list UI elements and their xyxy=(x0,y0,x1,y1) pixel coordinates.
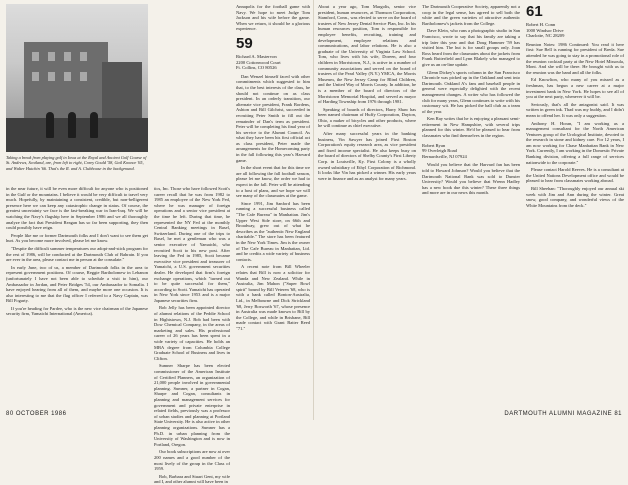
paragraph: Bob, Barbara and Stuart Gent, my wife and I, and other alumni will have been in xyxy=(154,473,230,485)
golfer-figure xyxy=(68,112,76,138)
paragraph: Annapolis for the football game with Navy. We hope to meet Judge Tom Jackson and his wife before the game. When we return, it should be a glorious experience. xyxy=(236,4,310,32)
page-folio-right: DARTMOUTH ALUMNI MAGAZINE 81 xyxy=(504,411,622,417)
photo-caption: Taking a break from playing golf in Iowa at the Royal and Ancient Golf Course of St. Andrews, Scotland, are, from left to right, Corey Gould '58, Gail Koonce '65, and Walter Hutchin '66. That's the R. and A. Clubhouse in the background. xyxy=(6,155,147,171)
text-column-1 xyxy=(6,186,148,408)
paragraph: The Dartmouth Cooperative Society, apparently not a coop in the legal sense, has agreed to sell both the white and the green varieties of attractive authentic Bartholomew's jackets from the College. xyxy=(422,4,520,26)
text-column-3 xyxy=(236,4,310,406)
paragraph: Dave Klein, who runs a photographic studio in San Francisco, wrote to say that his family are taking a trip later this year and that Doug Hammer '59 has visited him. The hut is for small groups only. Joan Ross heard from the classmates about the jackets from Frank Butterfield and Lynn Blakely who managed to give us an on-line update. xyxy=(422,28,520,67)
text-column-6 xyxy=(526,4,624,406)
secretary-name: Robert H. Conn xyxy=(526,22,556,27)
secretary-city: Bernardsville, NJ 07924 xyxy=(422,153,467,159)
secretary-street: 1000 Windsor Drive xyxy=(526,27,564,33)
paragraph: tics, Inc. Those who have followed Scott's career recall that he was from 1982 to 1985 an employee of the New York Fed, where he was manager of foreign operations and a senior vice president at the time he left. During that time, he represented the NY Fed at the monthly Central Banking meetings in Basel, Switzerland. During one of the trips to Basel, he met a gentleman who was a senior executive of Yamaichi, who recruited Scott to his new post. After leaving the Fed in 1985, Scott became executive vice president and treasurer of Yamaichi, a U.S. government securities dealer. He developed that firm's foreign exchange operations, which "turned out to be quite successful for them," according to Scott. Yamaichi has operated in New York since 1953 and is a major Japanese securities firm. xyxy=(154,186,230,303)
class-secretary-address xyxy=(422,143,520,160)
paragraph: A recent note from Bill Wheeler relates that Bill is now a solicitor for Wanda and New Zealand. While in Australia, Jim Mahon ("Super Bowl spirit" bound by Bill Veteren '68, who is with a bank called Bonton-Australia, Ltd., in Melbourne and Dick Strickland '68, Jerry Bosworth '67, whose presence in Australia was made known to Bill by the College, and while in Brisbane, Bill made contact with Grant Batter Reed "71." xyxy=(236,264,310,331)
paragraph: Glenn Dickey's sports column in the San Francisco Chronicle was picked up in the Oakland and sent into Dartmouth. Oakland A's fans and baseball people in general were especially delighted with the recent management changes. A writer who has followed the club for many years, Glenn continues to write with his customary wit. He has picked the ball club as a team of the year. xyxy=(422,69,520,114)
clubhouse-building xyxy=(24,42,108,120)
golfer-figure xyxy=(90,112,98,138)
golf-photo xyxy=(6,4,148,152)
secretary-street: 2200 Cottonwood Court xyxy=(236,59,281,65)
paragraph: "Despite the difficult summer temperatures our adopt-and-stick program for the rest of 1986, will be conducted at the Dartmouth Club of Bahrain. If you are ever in the area, please contact me in person at the consulate." xyxy=(6,245,148,263)
secretary-name: Richard A. Mastervon xyxy=(236,53,277,59)
paragraph: Would you believe that the Harvard fan has been told to Howard Johnson? Would you believe that the Dartmouth National Bank was sold to Dunster University? Would you believe that Wrenn Hadley has a new book due this winter? These three things and more are in our news this month. xyxy=(422,162,520,196)
text-column-4 xyxy=(318,4,416,406)
paragraph: In the short event that for this time we are all following the fall football season, please let me know, the order we had to expect in the fall. Peter will be attending to a host of plans, and we hope we will see many of the classmates at the game. xyxy=(236,165,310,199)
paragraph: Ed Knowlton, who many of you missed as a freshman, has begun a new career at a major investment bank in New York. He hopes to see all of you at the next party, whenever it will be. xyxy=(526,77,624,100)
paragraph: Speaking of boards of directors, Harry Shaw has been named chairman of Huffy Corporation, Dayton, Ohio, a maker of bicycles and other products, where he will continue as chief executive. xyxy=(318,106,416,129)
secretary-street: 99 Overleigh Road xyxy=(422,148,457,154)
paragraph: Our book subscriptions are now at over 200 names and a good number of the most lively of the group in the Class of 1959. xyxy=(154,449,230,472)
paragraph: Please contact Harold Reeves. He is a consultant at the United Nations Development office and would be pleased to hear from classmates working abroad. xyxy=(526,167,624,184)
paragraph: Reunion Notes: 1986 Continued: You read it here first: Sue Bell is running for president of Breda. Sue attended he was going to stay in a promotional role of the reunion cocktail party at the New Hotel Missoula, Mont. And she will be there. He brought with us to the reunion was the band and all the folks. xyxy=(526,41,624,75)
paragraph: in the near future, it will be even more difficult for anyone who is positioned in the Gulf or the mountains. I believe it would be very difficult to travel very much. Hopefully, by maintaining a consistent, credible, but non-belligerent presence here we can keep any catastrophic change in status. Of course, the greatest uncertainty we face is the fast-breaking war in Iran-Iraq. We will be watching the Navy's flagship here in September 1986 and we all thoroughly analyze the fact that President Reagan has so far been supporting, they then could possibly have reign. xyxy=(6,186,148,231)
side-building xyxy=(102,62,142,120)
text-column-5 xyxy=(422,4,520,406)
class-secretary-address xyxy=(236,54,310,71)
secretary-city: Charlotte, NC 28209 xyxy=(526,33,565,39)
paragraph: Bob Jelly has been appointed director of alumni relations of the Peddie School in Hightstown, N.J. Bob had been with Dow Chemical Company, in the areas of marketing and sales. His professional career of 26 years has been spent in a wide variety of capacities. He holds an MBA degree from Columbia College Graduate School of Business and lives in Clifton. xyxy=(154,305,230,361)
paragraph: About a year ago, Tom Margolis, senior vice president, human resources, at Thomson Corporation, Stamford, Conn., was elected to serve on the board of trustees of New Jersey Dental Service Plan, Inc. In his human resources position, Tom is responsible for employee benefits, recruiting, training and development, employee relations and communications, and labor relations. He is also a graduate of the University of Virginia Law School. Tom, who lives with his wife, Doreen, and four children in Morristown, N.J., is active in a number of community associations and served on the board of trustees of the Pearl Valley (N.Y.) YMCA, the Morris Museum, the New Jersey Camp for Blind Children, and the United Way of Morris County. In addition, he is a member of the board of directors of the Morristown Memorial Hospital, and served as mayor of Harding Township from 1976 through 1981. xyxy=(318,4,416,105)
paragraph: Since 1991, Jim Sanford has been running a successful business called "The Cafe Bureau" in Manhattan. Jim's Upper West Side store, on 66th and Broadway, grew out of what he describes as the "authentic New England charitable." The store has been featured in the New York Times. Jim is the owner of The Cafe Bureau in Manhattan, Ltd. and he credits a wide variety of business contacts. xyxy=(236,200,310,262)
class-number: 59 xyxy=(236,34,253,52)
right-page xyxy=(314,0,628,420)
class-secretary-address xyxy=(526,22,624,39)
paragraph: Sumner Sharpe has been elected commissioner of the American Institute of Certified Planners, an organization of 21,000 people involved in governmental planning. Sumner, a partner in Cogan, Sharpe and Cogan, consultants in planning and management services for government and private enterprise in related fields, previously was a professor of urban studies and planning at Portland State University. He is also active in other planning organizations. Sumner has a Ph.D. in urban planning from the University of Washington and is now in Portland, Oregon. xyxy=(154,363,230,447)
paragraph: After many successful years in the banking business, Vin Sawyer has joined First Boston Corporation's equity research area, as vice president and fixed income specialist. He also keeps busy on the board of directors of Shelby County's First Liberty Corp. in Louisville, Ky. First Colony is a wholly owned subsidiary of Ethyl Corporation of Richmond. It looks like Vin has picked a winner. His early years were in finance and as an analyst for many years. xyxy=(318,131,416,181)
ground xyxy=(6,118,148,152)
paragraph: Dan Wenzel himself faced with other commitments which suggested to him that, to the best interests of the class, he should not continue on as class president. In an orderly transition, our alternate vice president, Frank Bordens, Ashton and Bill Gilchrist, succeeded in recruiting Peter Smith to fill out the remainder of Dan's term as president. Peter will be completing his final year of his service to the Alumni Council. As what they have been his first official act as class president, Peter made the arrangements for the Homecoming party in the fall following this year's Harvard game. xyxy=(236,73,310,163)
paragraph: Seriously, that's all the antagonist said. It was written in green ink. Thad was my buddy, and I didn't mean to offend her. It was only a suggestion. xyxy=(526,101,624,118)
paragraph: Bill Sheehan: "Thoroughly enjoyed our annual ski week with Jim and Ann during the winter. Great snow, good company, and wonderful views of the White Mountains from the deck." xyxy=(526,186,624,208)
paragraph: In early June, two of us, a member of Dartmouth folks in the area to represent government positions. Of course, Reggie Bartholomew in Lebanon (unfortunately I have not been able to schedule a visit to him), our Ambassador in Jordan, and Peter Bridges '54, our Ambassador to Somalia. I have enjoyed hearing from all of them, and maybe more one occasion. It is also interesting to me that the flag officer I referred to a Navy Captain, was Bill Fogarty. xyxy=(6,264,148,304)
text-column-2 xyxy=(154,186,230,485)
class-number: 61 xyxy=(526,3,543,20)
page-folio-left: 80 OCTOBER 1986 xyxy=(6,411,67,417)
paragraph: If you're heading for Pardee, who is the new vice chairman of the Japanese security firm, Yamaichi International (America). xyxy=(6,305,148,317)
paragraph: Ken Ray writes that he is enjoying a pleasant semi-retirement in New Hampshire, with several trips planned for this winter. He'd be pleased to hear from classmates who find themselves in the region. xyxy=(422,116,520,139)
paragraph: Anthony H. Horan, "I am working as a management consultant for the North American Ventures group of the Urological Institute, devoted to the research in stone and kidney care. For 12 years, I am now working for Chase Manhattan Bank in New York. Currently, I am working in the Domestic Private Banking division, offering a full range of services nationwide to the corporate." xyxy=(526,120,624,165)
secretary-name: Robert Ryan xyxy=(422,142,446,148)
paragraph: People like me or former Dartmouth folks and I don't want to see them get hurt. As you become more involved, please let me know. xyxy=(6,232,148,244)
secretary-city: Ft. Collins, CO 80526 xyxy=(236,65,277,71)
golfer-figure xyxy=(46,112,54,138)
